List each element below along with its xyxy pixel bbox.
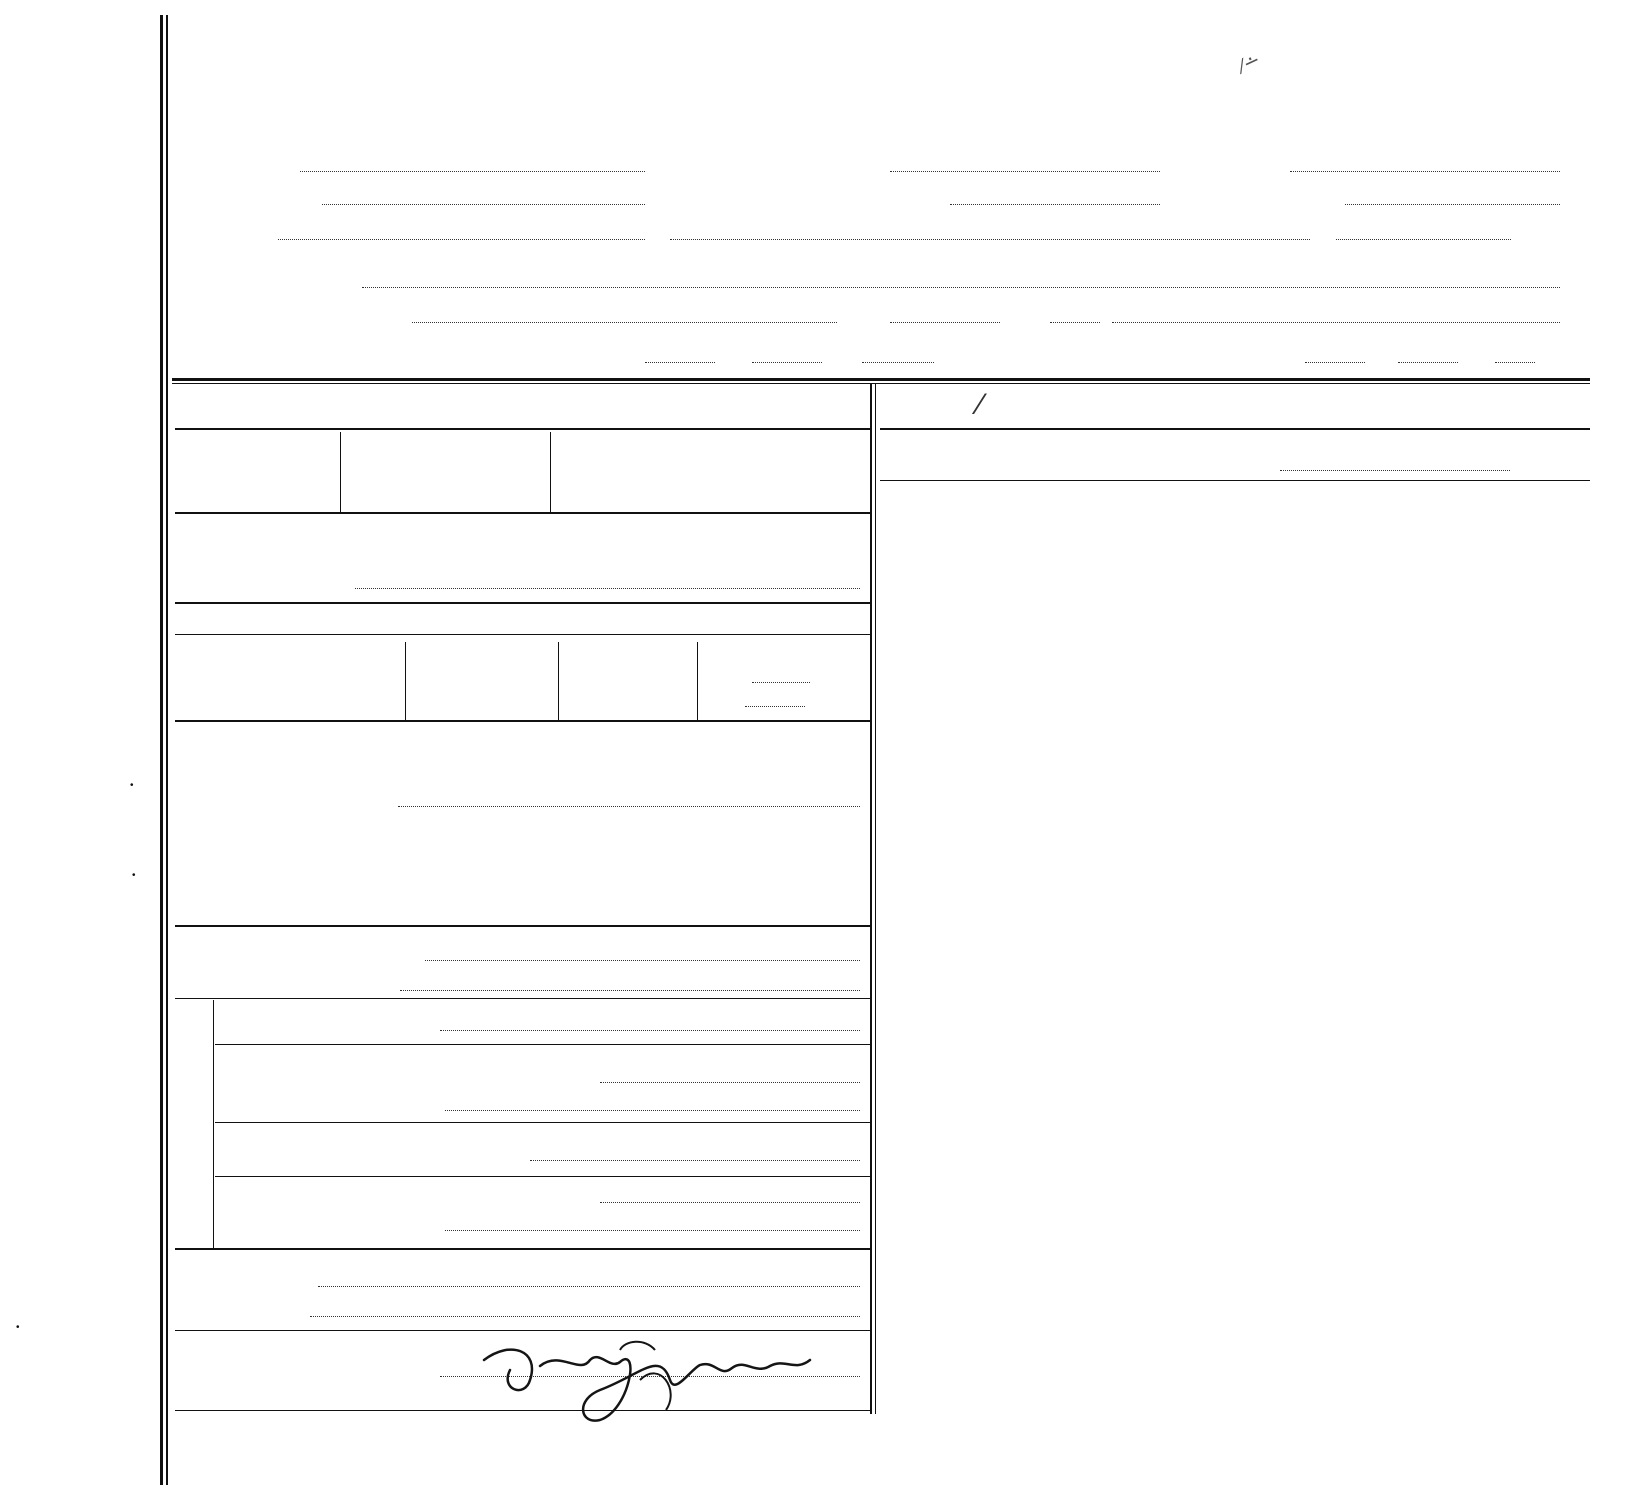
registrar-signature [470,1320,830,1430]
pencil-tick: ⁄ [978,388,984,421]
margin-dot: • [132,870,136,881]
margin-dot: • [16,1322,20,1333]
margin-dot: • [130,780,134,791]
pencil-mark: ⁄∸ [1236,48,1265,78]
left-border-line-inner [166,15,168,1485]
left-border-line [160,15,163,1485]
section-top-line [172,378,1590,381]
center-divider [870,384,872,1414]
